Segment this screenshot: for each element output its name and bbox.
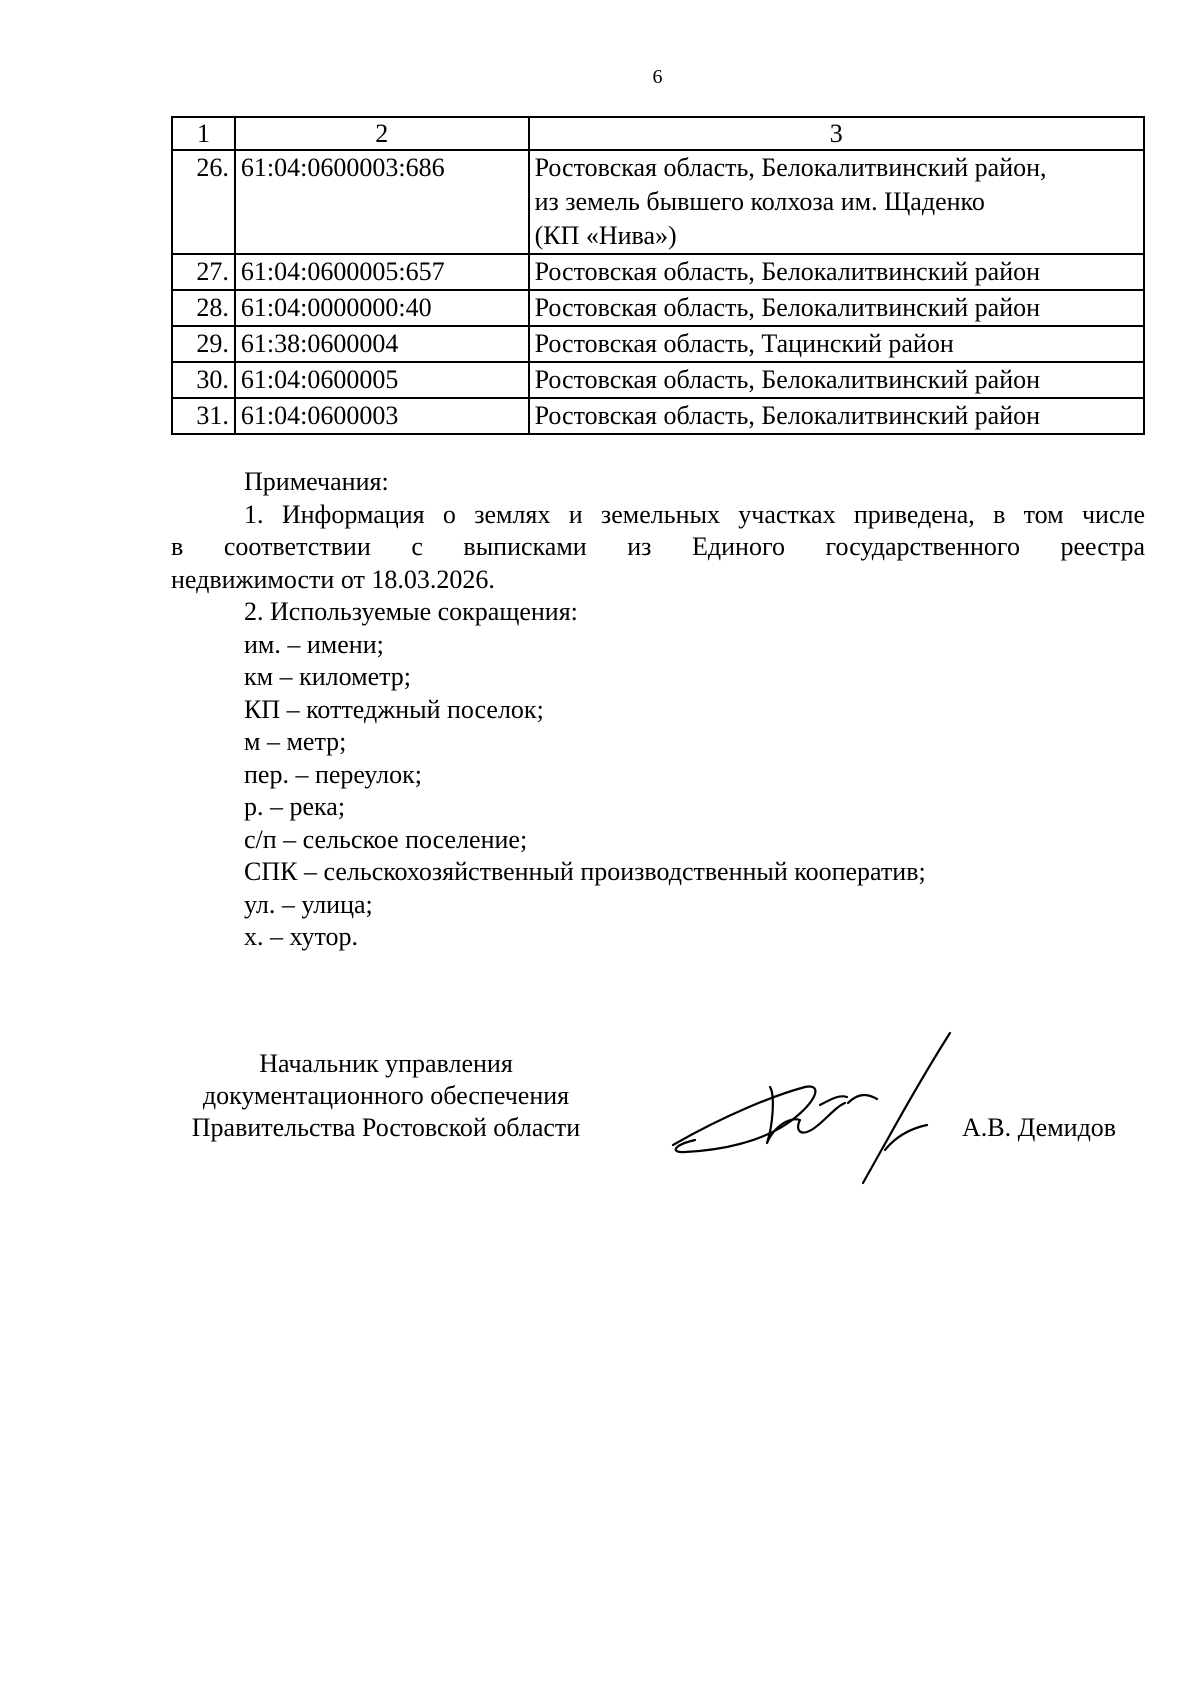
cadastral-number: 61:04:0600005:657 bbox=[235, 254, 529, 290]
cadastral-number: 61:04:0600003:686 bbox=[235, 150, 529, 254]
abbreviation-item: км – километр; bbox=[244, 662, 412, 691]
notes-heading: Примечания: bbox=[244, 467, 389, 496]
notes-section bbox=[171, 466, 1145, 954]
cadastral-number: 61:04:0000000:40 bbox=[235, 290, 529, 326]
land-plots-table bbox=[171, 116, 1145, 435]
signer-position-line: Правительства Ростовской области bbox=[191, 1113, 581, 1142]
abbreviation-item: им. – имени; bbox=[244, 629, 384, 659]
signer-name: А.В. Демидов bbox=[962, 1113, 1117, 1142]
address-cell: Ростовская область, Белокалитвинский район bbox=[529, 290, 1144, 326]
signer-position-line: Начальник управления bbox=[259, 1049, 513, 1078]
note-1-line-1: 1. Информация о землях и земельных участках приведена, в том числе bbox=[244, 499, 1145, 529]
note-1-line-3: недвижимости от 18.03.2026. bbox=[171, 564, 495, 594]
cadastral-number: 61:04:0600003 bbox=[235, 398, 529, 434]
table-row bbox=[172, 150, 1144, 254]
row-number: 31. bbox=[172, 398, 235, 434]
address-cell: Ростовская область, Белокалитвинский район bbox=[529, 398, 1144, 434]
abbreviation-item: СПК – сельскохозяйственный производственный кооператив; bbox=[244, 857, 926, 886]
row-number: 26. bbox=[172, 150, 235, 254]
address-line: (КП «Нива») bbox=[534, 221, 677, 250]
address-line: из земель бывшего колхоза им. Щаденко bbox=[534, 187, 985, 216]
address-cell bbox=[529, 150, 1144, 254]
table-row bbox=[172, 290, 1144, 326]
column-header-address: 3 bbox=[529, 117, 1144, 150]
row-number: 29. bbox=[172, 326, 235, 362]
address-cell: Ростовская область, Тацинский район bbox=[529, 326, 1144, 362]
signer-position-line: документационного обеспечения bbox=[202, 1081, 570, 1110]
cadastral-number: 61:38:0600004 bbox=[235, 326, 529, 362]
abbreviation-item: пер. – переулок; bbox=[244, 759, 422, 789]
row-number: 30. bbox=[172, 362, 235, 398]
abbreviation-item: с/п – сельское поселение; bbox=[244, 824, 528, 854]
cadastral-number: 61:04:0600005 bbox=[235, 362, 529, 398]
address-line: Ростовская область, Белокалитвинский район, bbox=[534, 153, 1047, 182]
table-header-row bbox=[172, 117, 1144, 150]
address-cell: Ростовская область, Белокалитвинский район bbox=[529, 362, 1144, 398]
address-cell: Ростовская область, Белокалитвинский район bbox=[529, 254, 1144, 290]
abbreviation-item: р. – река; bbox=[244, 792, 346, 821]
page-number: 6 bbox=[652, 66, 663, 88]
abbreviation-item: ул. – улица; bbox=[244, 889, 373, 919]
signer-position bbox=[171, 1048, 601, 1144]
row-number: 28. bbox=[172, 290, 235, 326]
column-header-number: 1 bbox=[172, 117, 235, 150]
handwritten-signature bbox=[665, 1025, 965, 1185]
note-2: 2. Используемые сокращения: bbox=[244, 597, 578, 626]
table-row bbox=[172, 362, 1144, 398]
table-row bbox=[172, 326, 1144, 362]
table-row bbox=[172, 398, 1144, 434]
column-header-cadastral: 2 bbox=[235, 117, 529, 150]
abbreviation-item: м – метр; bbox=[244, 727, 347, 756]
note-1-line-2: в соответствии с выписками из Единого государственного реестра bbox=[171, 532, 1145, 561]
table-row bbox=[172, 254, 1144, 290]
abbreviation-item: КП – коттеджный поселок; bbox=[244, 694, 544, 724]
abbreviation-item: х. – хутор. bbox=[244, 922, 359, 951]
row-number: 27. bbox=[172, 254, 235, 290]
